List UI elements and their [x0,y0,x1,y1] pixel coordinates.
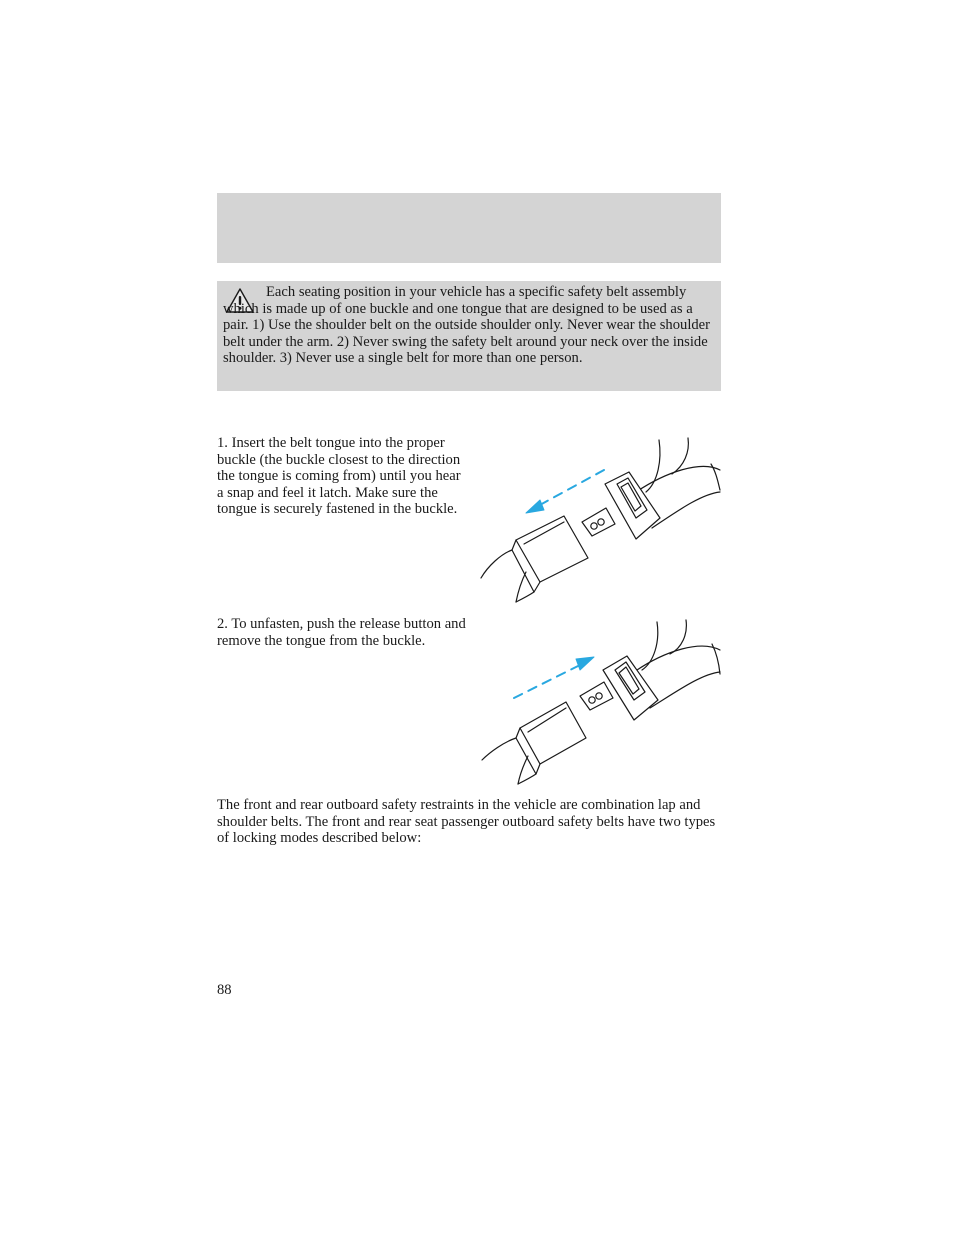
warning-box [217,281,721,391]
page-number: 88 [217,982,232,998]
buckle-insert-illustration [476,432,726,604]
locking-modes-paragraph: The front and rear outboard safety restraints in the vehicle are combination lap and shoulder belts. The front and rear seat passenger outboard safety belts have two types of locking modes described below: [217,797,716,846]
step-2-text: 2. To unfasten, push the release button and remove the tongue from the buckle. [217,616,466,649]
warning-text: Each seating position in your vehicle has a specific safety belt assembly which is made up of one buckle and one tongue that are designed to be used as a pair. 1) Use the shoulder belt on the outside shoulder only. Never wear the shoulder belt under the arm. 2) Never swing the safety belt around your neck over the inside shoulder. 3) Never use a single belt for more than one person. [223,284,711,366]
buckle-release-illustration [476,614,726,786]
section-header-bar [217,193,721,263]
step-1-text: 1. Insert the belt tongue into the proper buckle (the buckle closest to the direction the tongue is coming from) until you hear a snap and feel it latch. Make sure the tongue is securely fastened in the buckle. [217,435,461,517]
